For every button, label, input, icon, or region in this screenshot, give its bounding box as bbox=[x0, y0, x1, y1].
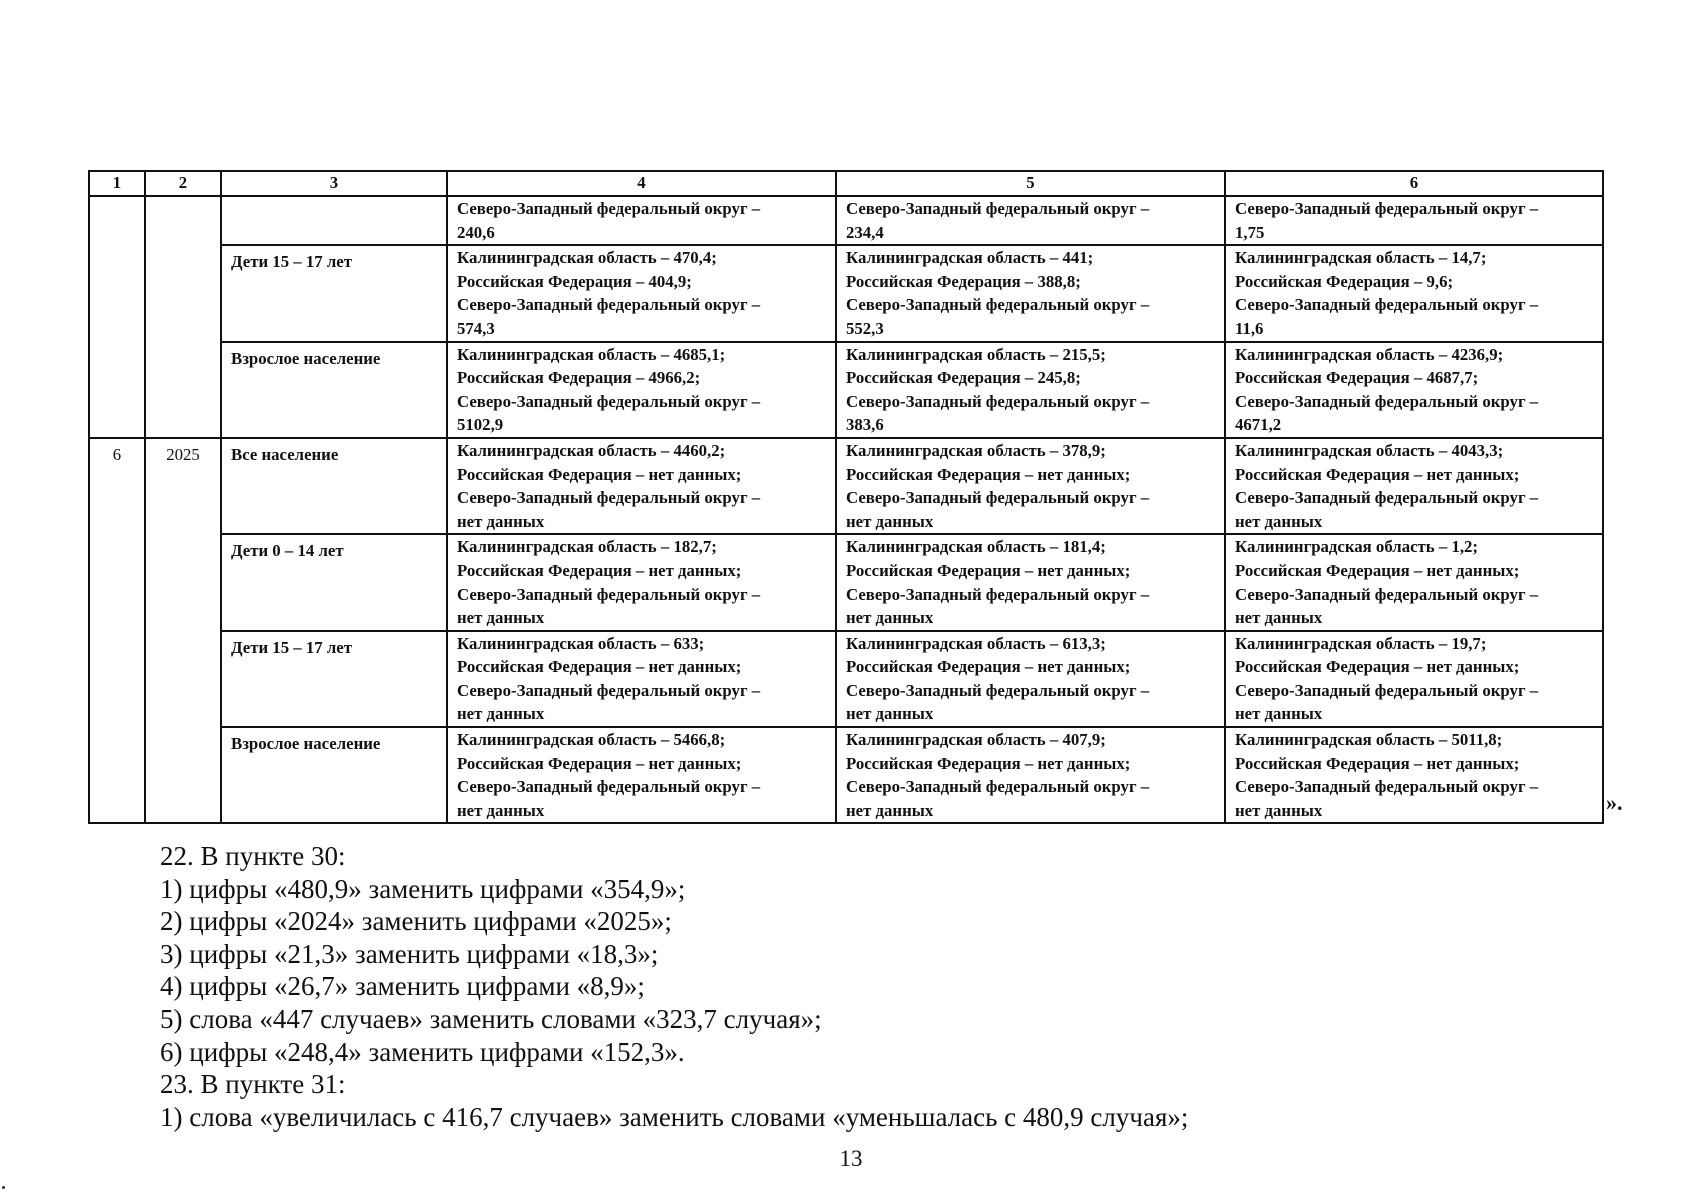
cell-line: нет данных bbox=[846, 608, 934, 628]
cell-line: Калининградская область – 5466,8; bbox=[457, 730, 726, 750]
category-cell bbox=[221, 534, 447, 630]
table-row bbox=[89, 438, 1603, 534]
cell-line: Российская Федерация – нет данных; bbox=[1235, 657, 1520, 677]
value-cell-col4 bbox=[447, 534, 836, 630]
cell-line: Северо-Западный федеральный округ – bbox=[1235, 199, 1539, 218]
row-number-cell bbox=[89, 196, 145, 438]
data-table bbox=[88, 170, 1604, 824]
cell-line: Калининградская область – 5011,8; bbox=[1235, 730, 1503, 750]
value-cell-col4 bbox=[447, 342, 836, 438]
category-cell bbox=[221, 196, 447, 245]
cell-line: Северо-Западный федеральный округ – bbox=[846, 777, 1150, 797]
table-row bbox=[89, 196, 1603, 245]
cell-line: Калининградская область – 613,3; bbox=[846, 633, 1106, 653]
value-cell-col5 bbox=[836, 727, 1225, 823]
value-cell-col4 bbox=[447, 631, 836, 727]
cell-line: Калининградская область – 4460,2; bbox=[457, 440, 726, 460]
cell-line: Российская Федерация – нет данных; bbox=[457, 464, 742, 484]
value-cell-col6 bbox=[1225, 534, 1603, 630]
header-cell-4: 4 bbox=[447, 171, 836, 196]
page-number: 13 bbox=[839, 1146, 863, 1171]
cell-line: Российская Федерация – 388,8; bbox=[846, 271, 1081, 291]
value-cell-col6 bbox=[1225, 245, 1603, 341]
cell-line: Северо-Западный федеральный округ – bbox=[846, 199, 1150, 218]
cell-line: Калининградская область – 1,2; bbox=[1235, 537, 1479, 557]
category-label: Дети 15 – 17 лет bbox=[231, 637, 352, 657]
cell-line: Северо-Западный федеральный округ – bbox=[1235, 777, 1539, 797]
cell-line: нет данных bbox=[457, 608, 545, 628]
cell-line: Калининградская область – 19,7; bbox=[1235, 633, 1487, 653]
cell-line: Северо-Западный федеральный округ – bbox=[457, 680, 761, 700]
cell-line: Калининградская область – 4236,9; bbox=[1235, 344, 1504, 364]
category-label: Дети 15 – 17 лет bbox=[231, 252, 352, 272]
cell-line: 574,3 bbox=[457, 318, 495, 338]
cell-line: Калининградская область – 4043,3; bbox=[1235, 440, 1504, 460]
cell-line: Российская Федерация – 404,9; bbox=[457, 271, 692, 291]
header-cell-5: 5 bbox=[836, 171, 1225, 196]
cell-line: Российская Федерация – 4966,2; bbox=[457, 368, 701, 388]
category-cell bbox=[221, 631, 447, 727]
cell-line: Российская Федерация – нет данных; bbox=[846, 657, 1131, 677]
value-cell-col6 bbox=[1225, 727, 1603, 823]
value-cell-col5 bbox=[836, 631, 1225, 727]
cell-line: 383,6 bbox=[846, 415, 884, 435]
cell-line: Северо-Западный федеральный округ – bbox=[846, 391, 1150, 411]
cell-line: Калининградская область – 441; bbox=[846, 248, 1094, 268]
amendment-item: 1) цифры «480,9» заменить цифрами «354,9»; bbox=[160, 873, 686, 904]
cell-line: Северо-Западный федеральный округ – bbox=[1235, 584, 1539, 604]
amendment-item: 6) цифры «248,4» заменить цифрами «152,3». bbox=[160, 1036, 685, 1067]
cell-line: Российская Федерация – 9,6; bbox=[1235, 271, 1454, 291]
cell-line: Калининградская область – 215,5; bbox=[846, 344, 1106, 364]
cell-line: Северо-Западный федеральный округ – bbox=[846, 488, 1150, 508]
cell-line: Калининградская область – 633; bbox=[457, 633, 705, 653]
year-cell bbox=[145, 196, 221, 438]
amendment-item: 1) слова «увеличилась с 416,7 случаев» заменить словами «уменьшалась с 480,9 случая»; bbox=[160, 1101, 1189, 1132]
table-row bbox=[89, 534, 1603, 630]
value-cell-col5 bbox=[836, 342, 1225, 438]
amendment-list bbox=[160, 840, 1188, 1133]
cell-line: нет данных bbox=[1235, 800, 1323, 820]
value-cell-col6 bbox=[1225, 631, 1603, 727]
cell-line: 552,3 bbox=[846, 318, 884, 338]
cell-line: Северо-Западный федеральный округ – bbox=[1235, 391, 1539, 411]
cell-line: Северо-Западный федеральный округ – bbox=[457, 488, 761, 508]
cell-line: Калининградская область – 182,7; bbox=[457, 537, 717, 557]
cell-line: Российская Федерация – нет данных; bbox=[1235, 560, 1520, 580]
cell-line: Северо-Западный федеральный округ – bbox=[457, 391, 761, 411]
cell-line: Калининградская область – 14,7; bbox=[1235, 248, 1487, 268]
cell-line: нет данных bbox=[457, 704, 545, 724]
cell-line: Калининградская область – 470,4; bbox=[457, 248, 717, 268]
category-label: Взрослое население bbox=[231, 348, 381, 368]
cell-line: нет данных bbox=[1235, 511, 1323, 531]
cell-line: Северо-Западный федеральный округ – bbox=[457, 295, 761, 315]
cell-line: Северо-Западный федеральный округ – bbox=[457, 199, 761, 218]
cell-line: Калининградская область – 378,9; bbox=[846, 440, 1106, 460]
cell-line: Российская Федерация – нет данных; bbox=[1235, 464, 1520, 484]
category-label: Взрослое население bbox=[231, 734, 381, 754]
table-row bbox=[89, 727, 1603, 823]
cell-line: Российская Федерация – 4687,7; bbox=[1235, 368, 1479, 388]
cell-line: нет данных bbox=[457, 800, 545, 820]
scan-speck bbox=[2, 1186, 5, 1189]
table-row bbox=[89, 342, 1603, 438]
value-cell-col5 bbox=[836, 245, 1225, 341]
value-cell-col5 bbox=[836, 534, 1225, 630]
cell-line: 240,6 bbox=[457, 222, 495, 242]
cell-line: нет данных bbox=[846, 704, 934, 724]
category-cell bbox=[221, 727, 447, 823]
cell-line: нет данных bbox=[1235, 608, 1323, 628]
category-cell bbox=[221, 245, 447, 341]
amendment-item: 5) слова «447 случаев» заменить словами «323,7 случая»; bbox=[160, 1003, 822, 1034]
header-cell-2: 2 bbox=[145, 171, 221, 196]
category-cell bbox=[221, 438, 447, 534]
cell-line: 1,75 bbox=[1235, 222, 1265, 242]
cell-line: Российская Федерация – нет данных; bbox=[457, 753, 742, 773]
value-cell-col5 bbox=[836, 196, 1225, 245]
cell-line: Северо-Западный федеральный округ – bbox=[1235, 680, 1539, 700]
cell-line: нет данных bbox=[1235, 704, 1323, 724]
amendment-heading-23: 23. В пункте 31: bbox=[160, 1069, 346, 1100]
cell-line: Российская Федерация – нет данных; bbox=[457, 657, 742, 677]
cell-line: Российская Федерация – нет данных; bbox=[846, 560, 1131, 580]
header-cell-6: 6 bbox=[1225, 171, 1603, 196]
value-cell-col4 bbox=[447, 438, 836, 534]
cell-line: Калининградская область – 181,4; bbox=[846, 537, 1106, 557]
value-cell-col6 bbox=[1225, 342, 1603, 438]
cell-line: Калининградская область – 407,9; bbox=[846, 730, 1106, 750]
cell-line: Северо-Западный федеральный округ – bbox=[1235, 488, 1539, 508]
cell-line: Калининградская область – 4685,1; bbox=[457, 344, 726, 364]
value-cell-col5 bbox=[836, 438, 1225, 534]
cell-line: нет данных bbox=[457, 511, 545, 531]
cell-line: Северо-Западный федеральный округ – bbox=[457, 584, 761, 604]
cell-line: Российская Федерация – нет данных; bbox=[1235, 753, 1520, 773]
cell-line: Северо-Западный федеральный округ – bbox=[457, 777, 761, 797]
category-label: Дети 0 – 14 лет bbox=[231, 541, 344, 561]
amendment-item: 2) цифры «2024» заменить цифрами «2025»; bbox=[160, 906, 672, 937]
category-cell bbox=[221, 342, 447, 438]
cell-line: 4671,2 bbox=[1235, 415, 1282, 435]
amendment-item: 4) цифры «26,7» заменить цифрами «8,9»; bbox=[160, 971, 645, 1002]
cell-line: нет данных bbox=[846, 511, 934, 531]
value-cell-col6 bbox=[1225, 438, 1603, 534]
cell-line: нет данных bbox=[846, 800, 934, 820]
header-cell-3: 3 bbox=[221, 171, 447, 196]
row-number-cell: 6 bbox=[89, 438, 145, 824]
amendment-item: 3) цифры «21,3» заменить цифрами «18,3»; bbox=[160, 938, 659, 969]
cell-line: 5102,9 bbox=[457, 415, 504, 435]
cell-line: 11,6 bbox=[1235, 318, 1264, 338]
table-row bbox=[89, 631, 1603, 727]
cell-line: Российская Федерация – нет данных; bbox=[846, 464, 1131, 484]
value-cell-col4 bbox=[447, 727, 836, 823]
cell-line: Северо-Западный федеральный округ – bbox=[846, 584, 1150, 604]
cell-line: 234,4 bbox=[846, 222, 884, 242]
cell-line: Российская Федерация – нет данных; bbox=[457, 560, 742, 580]
cell-line: Российская Федерация – 245,8; bbox=[846, 368, 1081, 388]
value-cell-col6 bbox=[1225, 196, 1603, 245]
value-cell-col4 bbox=[447, 196, 836, 245]
table-row bbox=[89, 245, 1603, 341]
cell-line: Северо-Западный федеральный округ – bbox=[1235, 295, 1539, 315]
closing-quote: ». bbox=[1606, 790, 1623, 815]
category-label: Все население bbox=[231, 444, 339, 464]
cell-line: Северо-Западный федеральный округ – bbox=[846, 295, 1150, 315]
header-cell-1: 1 bbox=[89, 171, 145, 196]
amendment-heading-22: 22. В пункте 30: bbox=[160, 841, 346, 871]
cell-line: Российская Федерация – нет данных; bbox=[846, 753, 1131, 773]
year-cell: 2025 bbox=[145, 438, 221, 824]
header-row bbox=[89, 171, 1603, 196]
cell-line: Северо-Западный федеральный округ – bbox=[846, 680, 1150, 700]
value-cell-col4 bbox=[447, 245, 836, 341]
